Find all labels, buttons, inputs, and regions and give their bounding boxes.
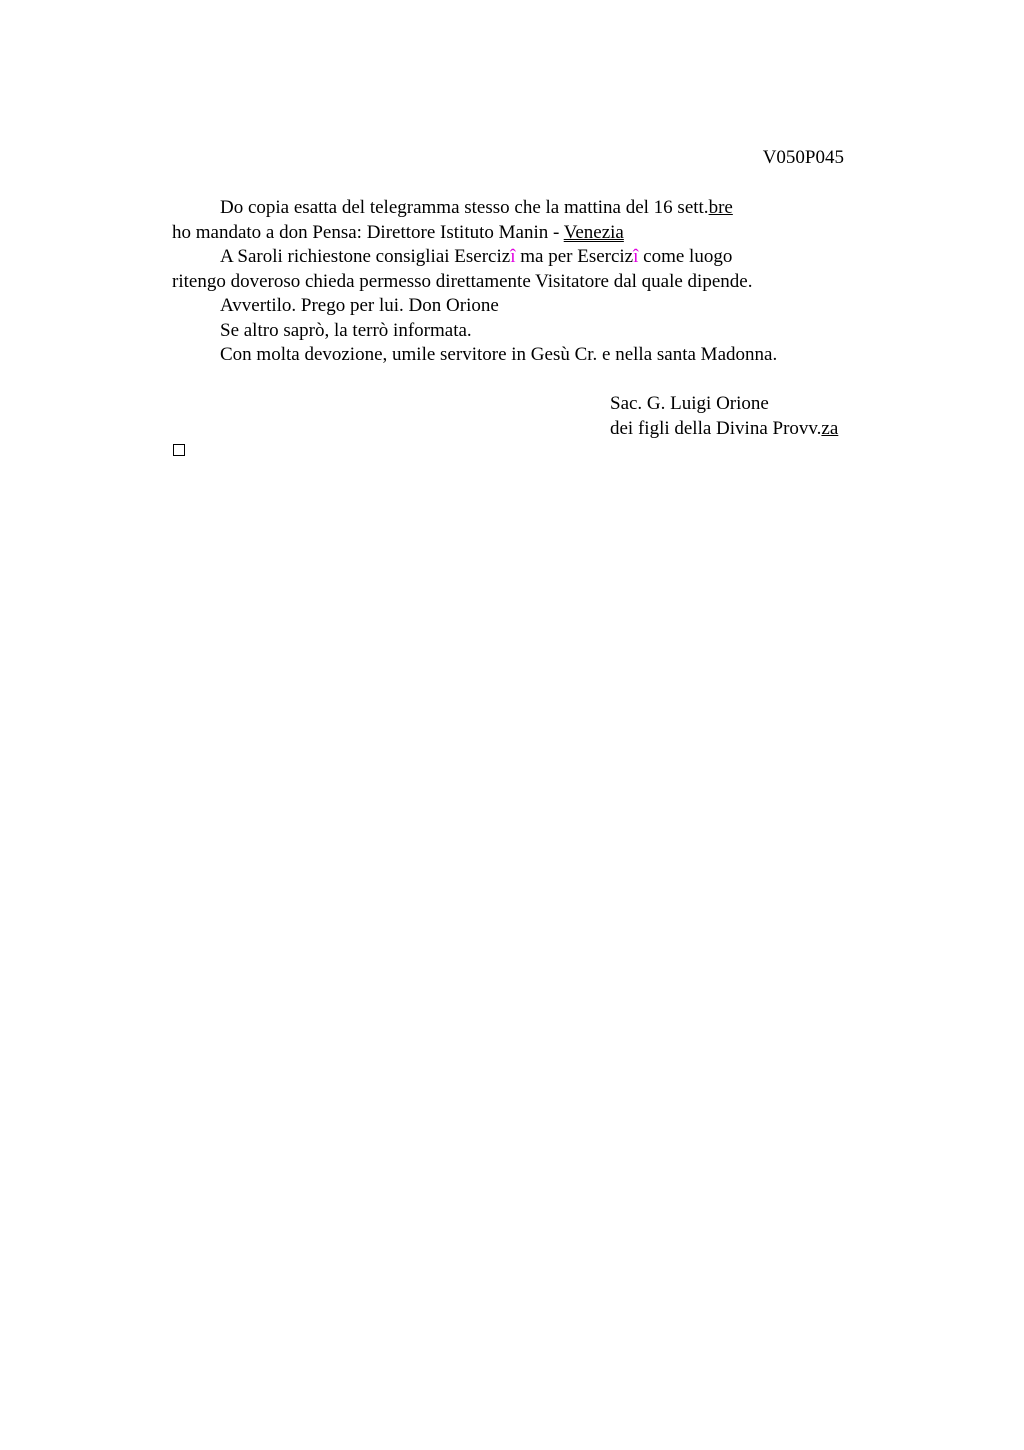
page-identifier: V050P045 bbox=[762, 147, 844, 168]
letter-line-1-text: Do copia esatta del telegramma stesso che la mattina del 16 sett. bbox=[220, 197, 709, 218]
underlined-place-venezia: Venezia bbox=[563, 221, 624, 243]
underlined-abbrev-za: za bbox=[821, 417, 839, 439]
signature-block bbox=[610, 392, 838, 441]
letter-line-3-text-c: come luogo bbox=[638, 246, 733, 267]
letter-line-3-text-b: ma per Eserciz bbox=[515, 246, 634, 267]
letter-line-2-text: ho mandato a don Pensa: Direttore Istituto Manin - bbox=[172, 221, 564, 243]
signature-title bbox=[610, 417, 838, 442]
signature-title-text: dei figli della Divina Provv. bbox=[610, 417, 822, 439]
highlighted-char-1: î bbox=[510, 246, 516, 267]
letter-line-1 bbox=[172, 196, 872, 221]
letter-line-7: Con molta devozione, umile servitore in Gesù Cr. e nella santa Madonna. bbox=[220, 344, 778, 365]
letter-line-5: Avvertilo. Prego per lui. Don Orione bbox=[220, 295, 499, 316]
underlined-abbrev-bre: bre bbox=[708, 197, 733, 218]
letter-body bbox=[172, 196, 872, 368]
empty-box-icon bbox=[173, 444, 185, 456]
letter-line-6: Se altro saprò, la terrò informata. bbox=[220, 319, 472, 341]
highlighted-char-2: î bbox=[633, 246, 639, 267]
letter-line-4: ritengo doveroso chieda permesso direttamente Visitatore dal quale dipende. bbox=[172, 270, 753, 292]
signature-name: Sac. G. Luigi Orione bbox=[610, 393, 769, 414]
letter-line-2 bbox=[172, 221, 872, 246]
letter-line-3 bbox=[172, 245, 872, 270]
letter-line-3-text-a: A Saroli richiestone consigliai Eserciz bbox=[220, 246, 511, 267]
